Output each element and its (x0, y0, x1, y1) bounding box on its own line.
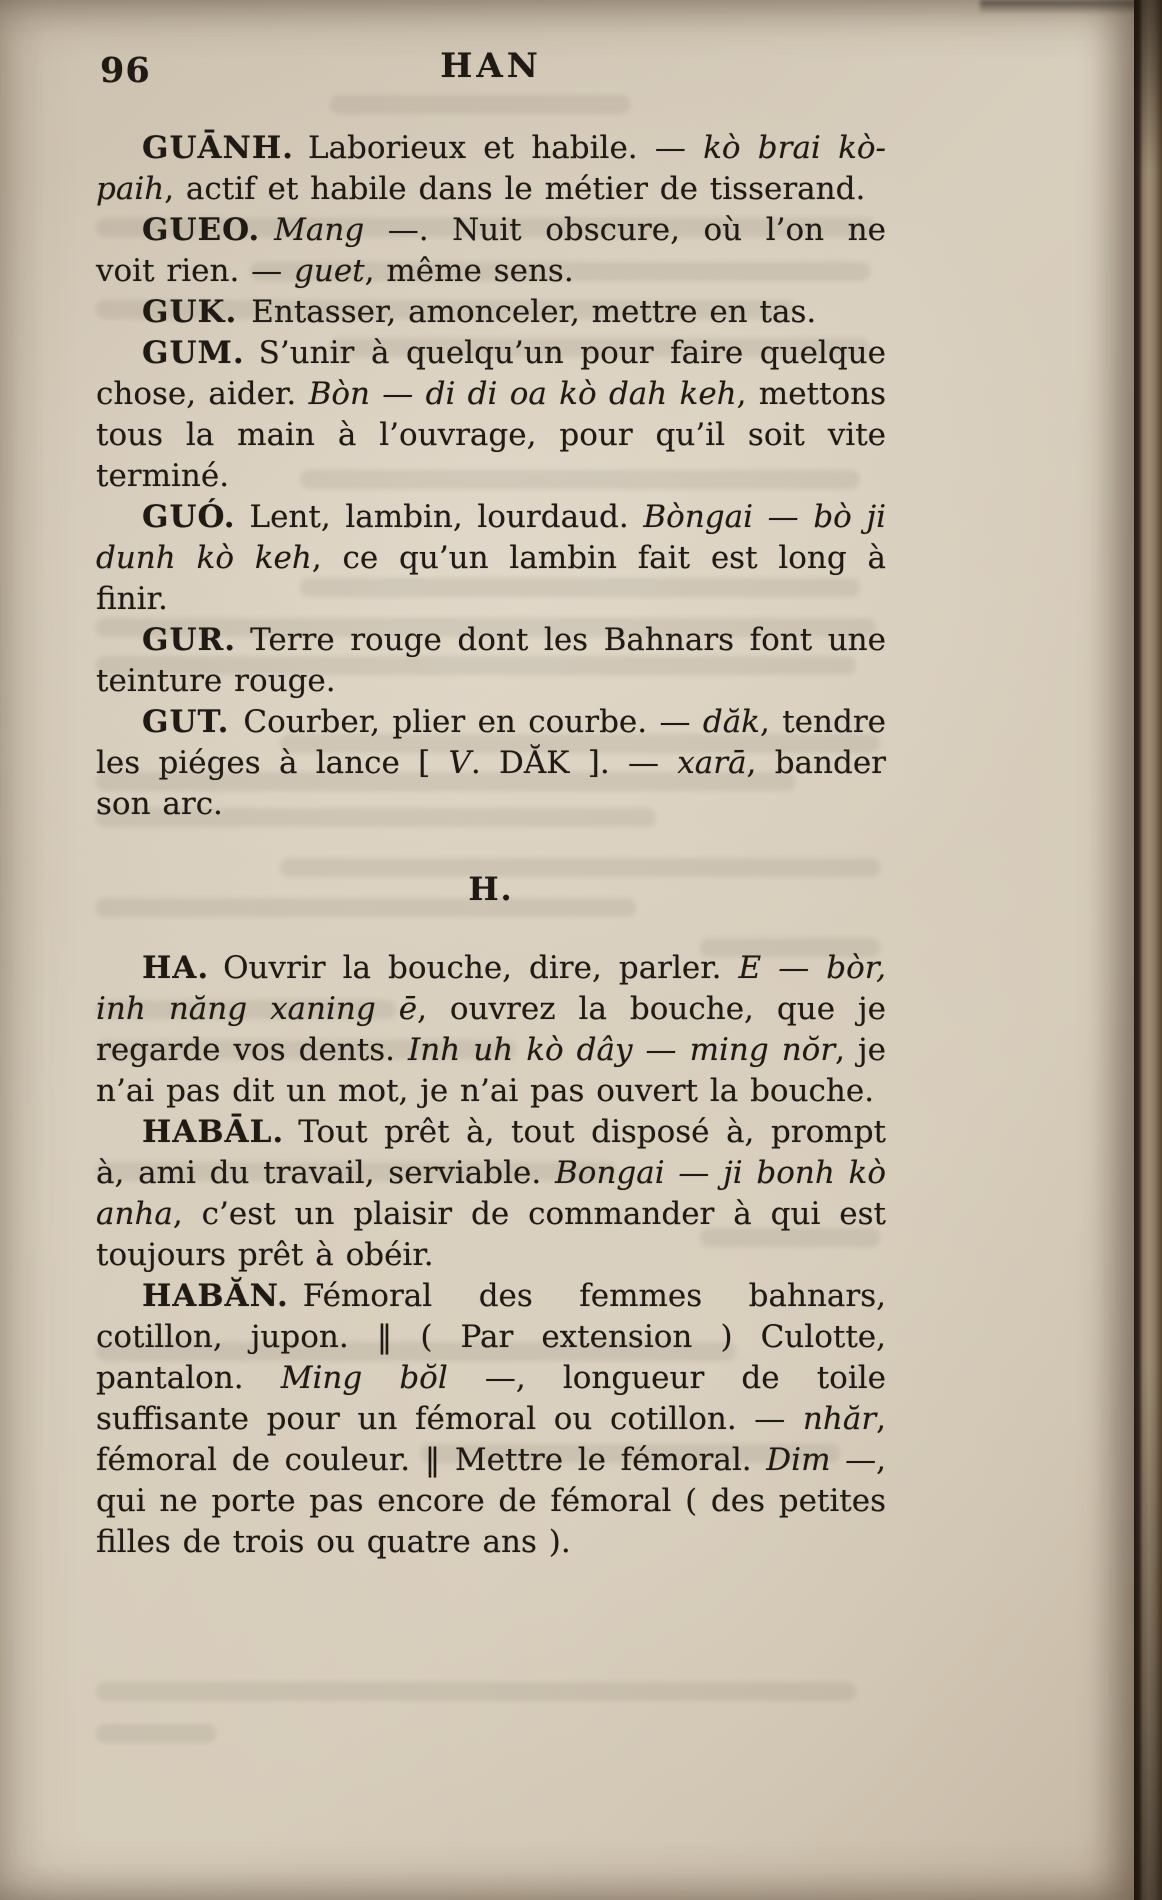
example-phrase: guet (294, 253, 365, 289)
definition-text: , fémoral de couleur. ‖ Mettre le fémoral. (96, 1401, 886, 1478)
book-edge (1134, 0, 1162, 1900)
headword: GUÓ. (142, 499, 236, 535)
definition-text: Laborieux et habile. — (307, 130, 704, 166)
entry-guo (96, 497, 886, 620)
headword: GUEO. (142, 212, 261, 248)
definition-text: , ouvrez la bouche, que je regarde vos dents. (96, 991, 886, 1068)
headword: GUĀNH. (142, 130, 294, 166)
headword: GUM. (142, 335, 245, 371)
definition-text: Ouvrir la bouche, dire, parler. (223, 950, 739, 986)
page-number: 96 (100, 50, 151, 91)
definition-text: Entasser, amonceler, mettre en tas. (251, 294, 817, 330)
entry-habal (96, 1112, 886, 1276)
headword: HA. (142, 950, 210, 986)
definition-text: , c’est un plaisir de commander à qui est toujours prêt à obéir. (96, 1196, 886, 1273)
example-phrase: Ming bŏl (280, 1360, 448, 1396)
definition-text: —. Nuit obscure, où l’on ne voit rien. — (96, 212, 886, 289)
entry-gueo (96, 210, 886, 292)
definition-text: , même sens. (364, 253, 574, 289)
entry-gur (96, 620, 886, 702)
example-phrase: kò brai kò-paih (96, 130, 886, 207)
page-header (96, 46, 886, 108)
entry-haban (96, 1276, 886, 1563)
definition-text: —, longueur de toile suffisante pour un fémoral ou cotillon. — (96, 1360, 886, 1437)
definition-text: . DĂK ]. — (470, 745, 678, 781)
headword: HABĀL. (142, 1114, 285, 1150)
definition-text: , actif et habile dans le métier de tisserand. (164, 171, 866, 207)
example-phrase: Bòn — di di oa kò dah keh (308, 376, 737, 412)
definition-text: Tout prêt à, tout disposé à, prompt à, ami du travail, serviable. (96, 1114, 886, 1191)
entry-guanh (96, 128, 886, 210)
example-phrase: Inh uh kò dây — ming nŏr (408, 1032, 836, 1068)
definition-text: , ce qu’un lambin fait est long à finir. (96, 540, 886, 617)
definition-text: Lent, lambin, lourdaud. (249, 499, 644, 535)
entry-guk (96, 292, 886, 333)
headword: GUR. (142, 622, 237, 658)
headword: GUK. (142, 294, 238, 330)
example-phrase: xarā (677, 745, 747, 781)
show-through-smudge (96, 1724, 216, 1743)
definition-text: —, qui ne porte pas encore de fémoral ( des petites filles de trois ou quatre ans ). (96, 1442, 886, 1560)
top-edge-shadow (980, 0, 1140, 14)
entry-gum (96, 333, 886, 497)
definition-text: , bander son arc. (96, 745, 886, 822)
example-phrase: Dim (766, 1442, 831, 1478)
definition-text: Terre rouge dont les Bahnars font une teinture rouge. (96, 622, 886, 699)
entry-ha (96, 948, 886, 1112)
headword: GUT. (142, 704, 230, 740)
section-heading: H. (468, 870, 514, 908)
example-phrase: E — bòr, inh năng xaning ē (96, 950, 886, 1027)
example-phrase: Mang (274, 212, 365, 248)
example-phrase: dăk (702, 704, 760, 740)
definition-text: , tendre les piéges à lance [ (96, 704, 886, 781)
show-through-smudge (96, 1682, 856, 1701)
page-content (96, 46, 886, 1563)
definition-text: , mettons tous la main à l’ouvrage, pour qu’il soit vite terminé. (96, 376, 886, 494)
definition-text: Courber, plier en courbe. — (243, 704, 703, 740)
example-phrase: nhăr (802, 1401, 877, 1437)
entry-gut (96, 702, 886, 825)
definition-text: , je n’ai pas dit un mot, je n’ai pas ouvert la bouche. (96, 1032, 886, 1109)
running-head: HAN (440, 46, 542, 86)
dictionary-entries (96, 128, 886, 1563)
example-phrase: Bòngai — bò ji dunh kò keh (96, 499, 886, 576)
definition-text: Fémoral des femmes bahnars, cotillon, jupon. ‖ ( Par extension ) Culotte, pantalon. (96, 1278, 886, 1396)
example-phrase: V (448, 745, 471, 781)
headword: HABĂN. (142, 1278, 289, 1314)
example-phrase: Bongai — ji bonh kò anha (96, 1155, 887, 1232)
definition-text: S’unir à quelqu’un pour faire quelque chose, aider. (96, 335, 886, 412)
